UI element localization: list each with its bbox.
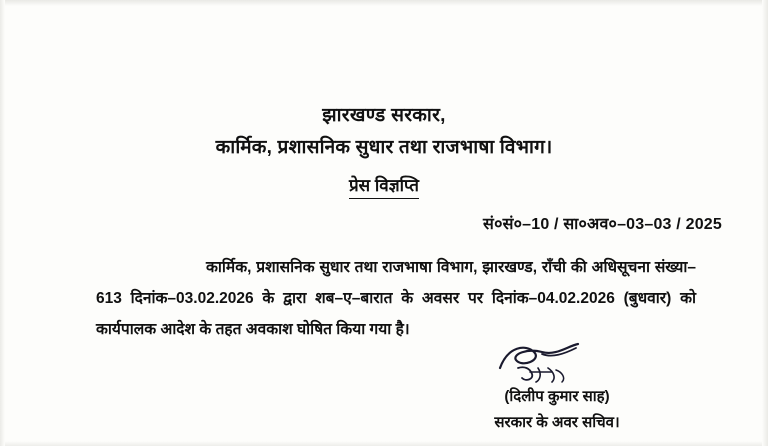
signatory-designation: सरकार के अवर सचिव। [494, 414, 620, 431]
signature-icon [482, 338, 632, 388]
handwritten-signature [392, 342, 722, 384]
notice-body-text: कार्मिक, प्रशासनिक सुधार तथा राजभाषा विभाग, झारखण्ड, राँची की अधिसूचना संख्या–613 दिनांक–03.02.2026 के द्वारा शब–ए–बारात के अवसर पर दिनांक–04.02.2026 (बुधवार) को कार्यपालक आदेश के तहत अवकाश घोषित किया गया है। [96, 259, 696, 338]
document-type [0, 173, 768, 199]
signatory-name: (दिलीप कुमार साह) [504, 388, 610, 405]
notice-body [96, 252, 696, 345]
signature-block [392, 342, 722, 432]
reference-number: सं०सं०–10 / सा०अव०–03–03 / 2025 [483, 216, 722, 233]
government-name: झारखण्ड सरकार, [322, 105, 446, 126]
department-name: कार्मिक, प्रशासनिक सुधार तथा राजभाषा विभाग। [215, 137, 553, 158]
document-type-label: प्रेस विज्ञप्ति [349, 173, 419, 199]
